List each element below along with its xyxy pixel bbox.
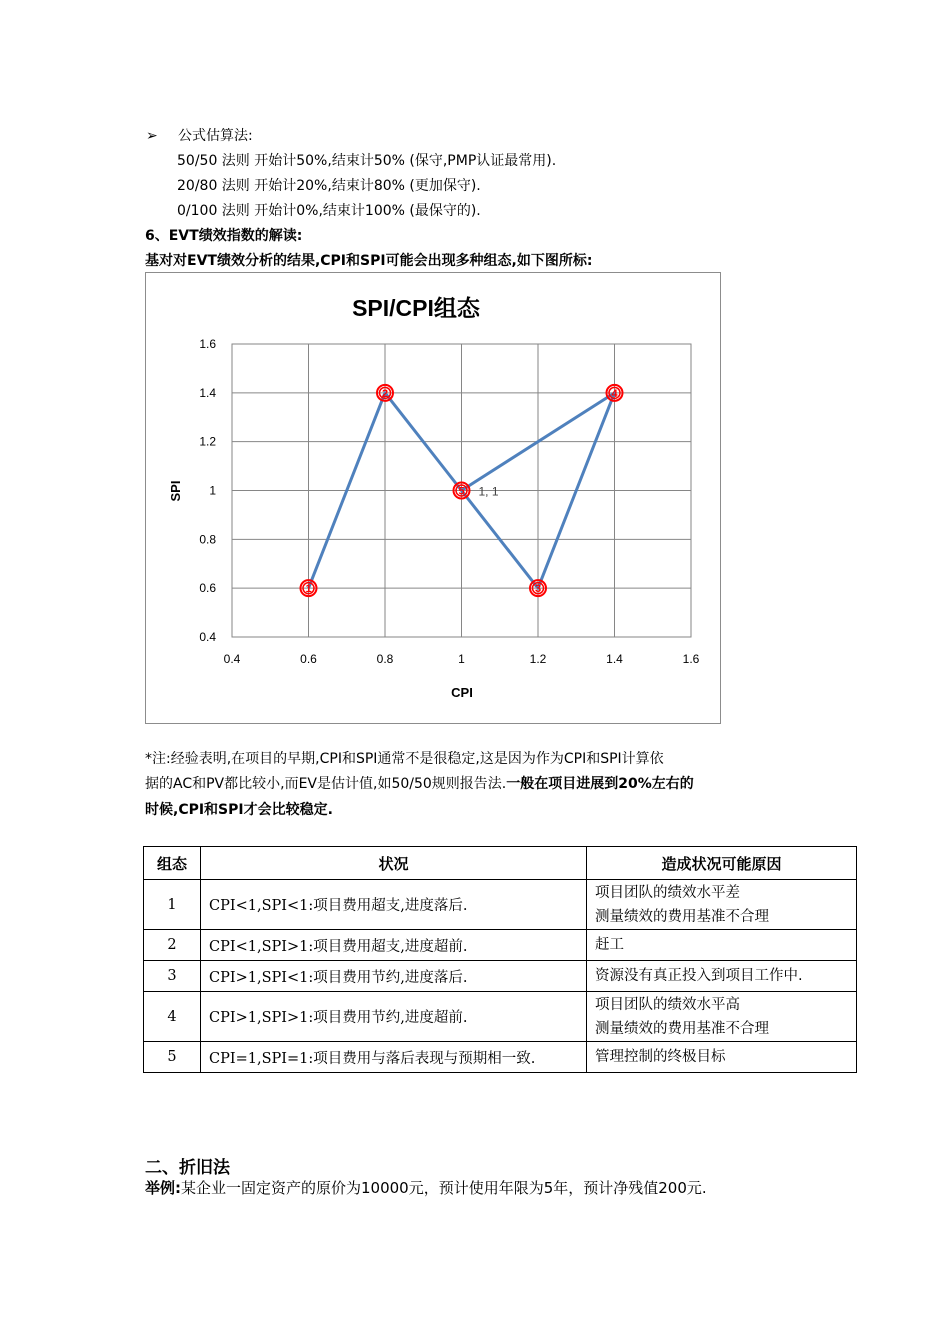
row-id: 4 bbox=[144, 992, 201, 1042]
y-tick-label: 0.4 bbox=[199, 630, 216, 644]
example-text: 某企业一固定资产的原价为10000元，预计使用年限为5年，预计净残值200元. bbox=[181, 1179, 707, 1197]
example-line bbox=[145, 1178, 707, 1198]
cause-line: 项目团队的绩效水平差 bbox=[595, 884, 740, 901]
row-id: 1 bbox=[144, 880, 201, 930]
section-6-intro: 基对对EVT绩效分析的结果,CPI和SPI可能会出现多种组态,如下图所标: bbox=[145, 253, 593, 269]
note-line-2-bold: 一般在项目进展到20%左右的 bbox=[506, 776, 694, 792]
state-table bbox=[143, 846, 857, 1073]
chart-canvas bbox=[146, 273, 720, 723]
cause-line: 测量绩效的费用基准不合理 bbox=[595, 1020, 769, 1037]
table-row bbox=[144, 961, 857, 992]
header-status: 状况 bbox=[201, 847, 587, 880]
row-id: 2 bbox=[144, 930, 201, 961]
x-tick-label: 1.6 bbox=[682, 652, 700, 666]
table-row bbox=[144, 992, 857, 1042]
row-status: CPI=1,SPI=1:项目费用与落后表现与预期相一致. bbox=[201, 1042, 587, 1073]
cause-line: 项目团队的绩效水平高 bbox=[595, 996, 740, 1013]
row-status: CPI<1,SPI>1:项目费用超支,进度超前. bbox=[201, 930, 587, 961]
data-point-label: 1 bbox=[305, 583, 312, 596]
section-6-title: 6、EVT绩效指数的解读: bbox=[145, 228, 303, 244]
chart-title: SPI/CPI组态 bbox=[352, 295, 480, 321]
table-row bbox=[144, 880, 857, 930]
y-tick-label: 1.4 bbox=[199, 385, 216, 400]
row-status: CPI>1,SPI>1:项目费用节约,进度超前. bbox=[201, 992, 587, 1042]
rule-line: 0/100 法则 开始计0%,结束计100% (最保守的). bbox=[177, 203, 481, 219]
note-line-2-normal: 据的AC和PV都比较小,而EV是估计值,如50/50规则报告法. bbox=[145, 776, 507, 792]
cause-line: 资源没有真正投入到项目工作中. bbox=[595, 968, 803, 984]
x-tick-label: 0.4 bbox=[223, 652, 241, 666]
note-line-3: 时候,CPI和SPI才会比较稳定. bbox=[145, 802, 333, 818]
table-row bbox=[144, 1042, 857, 1073]
y-axis-label: SPI bbox=[168, 480, 183, 502]
data-point-label: 4 bbox=[611, 387, 618, 400]
bullet-heading: 公式估算法: bbox=[178, 128, 253, 144]
row-status: CPI>1,SPI<1:项目费用节约,进度落后. bbox=[201, 961, 587, 992]
cause-line: 测量绩效的费用基准不合理 bbox=[595, 908, 769, 925]
x-axis-label: CPI bbox=[451, 685, 473, 700]
section-2-title: 二、折旧法 bbox=[145, 1158, 230, 1178]
row-id: 3 bbox=[144, 961, 201, 992]
table-header-row bbox=[144, 847, 857, 880]
data-point-label: 5 bbox=[458, 485, 465, 498]
x-tick-label: 1.2 bbox=[529, 652, 547, 666]
rule-line: 20/80 法则 开始计20%,结束计80% (更加保守). bbox=[177, 178, 481, 194]
y-tick-label: 1.6 bbox=[199, 337, 216, 351]
header-cause: 造成状况可能原因 bbox=[587, 847, 857, 880]
row-status: CPI<1,SPI<1:项目费用超支,进度落后. bbox=[201, 880, 587, 930]
cause-line: 赶工 bbox=[595, 937, 624, 953]
x-tick-label: 1 bbox=[458, 652, 465, 666]
example-label: 举例: bbox=[145, 1179, 181, 1197]
data-point-label: 2 bbox=[381, 387, 389, 400]
spi-cpi-chart bbox=[145, 272, 721, 724]
row-cause bbox=[587, 1042, 857, 1073]
x-tick-label: 0.8 bbox=[376, 652, 394, 666]
row-cause bbox=[587, 992, 857, 1042]
table-row bbox=[144, 930, 857, 961]
header-state: 组态 bbox=[144, 847, 201, 880]
row-cause bbox=[587, 880, 857, 930]
row-cause bbox=[587, 930, 857, 961]
y-tick-label: 0.8 bbox=[199, 532, 216, 547]
rule-line: 50/50 法则 开始计50%,结束计50% (保守,PMP认证最常用). bbox=[177, 153, 557, 169]
x-tick-label: 1.4 bbox=[606, 652, 623, 666]
bullet-icon: ➢ bbox=[146, 128, 158, 144]
data-point-label: 3 bbox=[534, 583, 542, 596]
cause-line: 管理控制的终极目标 bbox=[595, 1049, 726, 1065]
note-line-1: *注:经验表明,在项目的早期,CPI和SPI通常不是很稳定,这是因为作为CPI和SPI计算依 bbox=[145, 751, 664, 767]
row-cause bbox=[587, 961, 857, 992]
row-id: 5 bbox=[144, 1042, 201, 1073]
x-tick-label: 0.6 bbox=[300, 652, 317, 666]
y-tick-label: 0.6 bbox=[199, 581, 216, 596]
y-tick-label: 1.2 bbox=[199, 434, 216, 449]
annotation-label: 1, 1 bbox=[478, 484, 499, 499]
y-tick-label: 1 bbox=[209, 483, 216, 498]
note-line-2 bbox=[145, 774, 694, 794]
